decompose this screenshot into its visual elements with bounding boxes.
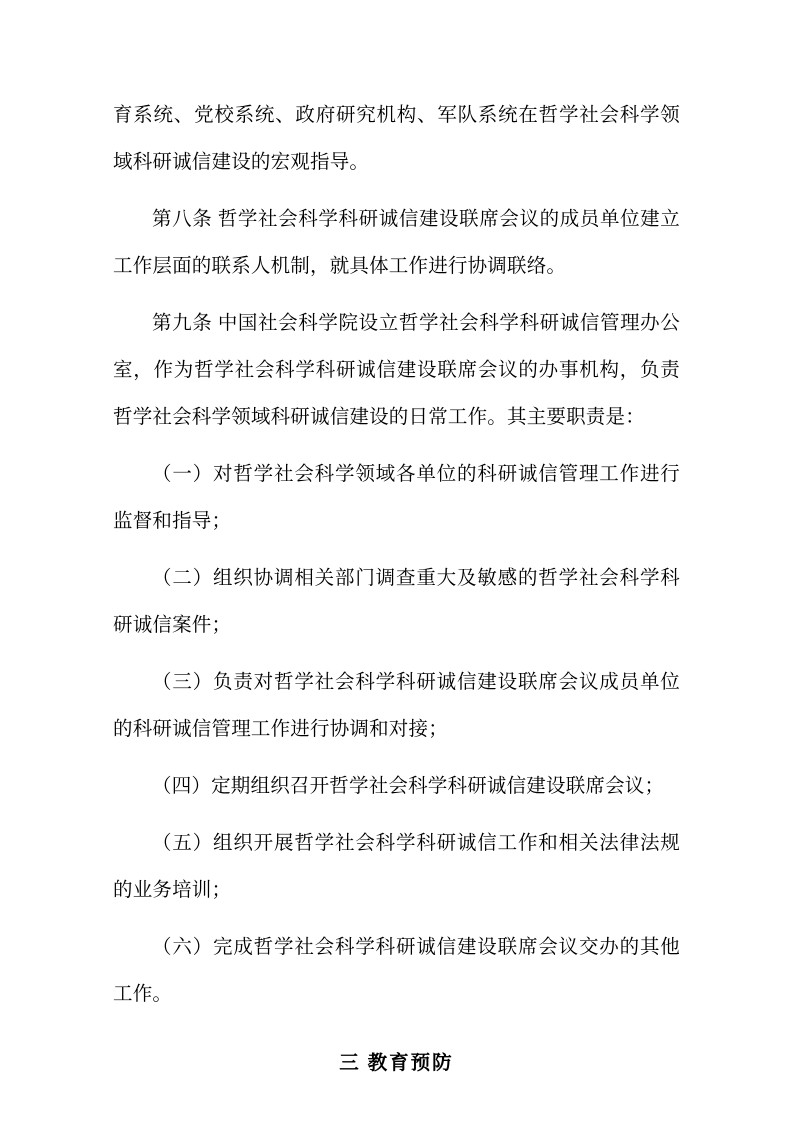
paragraph-item-2: （二）组织协调相关部门调查重大及敏感的哲学社会科学科研诚信案件； — [113, 568, 680, 636]
paragraph-item-4: （四）定期组织召开哲学社会科学科研诚信建设联席会议； — [152, 776, 665, 797]
paragraph-spacer — [113, 441, 680, 451]
section-heading: 三 教育预防 — [339, 1053, 454, 1074]
paragraph-item-5: （五）组织开展哲学社会科学科研诚信工作和相关法律法规的业务培训； — [113, 833, 680, 901]
paragraph-spacer — [113, 649, 680, 659]
paragraph-spacer — [113, 186, 680, 196]
paragraph-spacer — [113, 753, 680, 763]
paragraph-spacer — [113, 810, 680, 820]
paragraph-spacer — [113, 290, 680, 300]
heading-spacer — [113, 1018, 680, 1040]
document-body — [113, 92, 680, 1087]
paragraph-article-9: 第九条 中国社会科学院设立哲学社会科学科研诚信管理办公室，作为哲学社会科学科研诚信建设联席会议的办事机构，负责哲学社会科学领域科研诚信建设的日常工作。其主要职责是： — [113, 313, 680, 428]
paragraph-item-6: （六）完成哲学社会科学科研诚信建设联席会议交办的其他工作。 — [113, 937, 680, 1005]
paragraph-item-1: （一）对哲学社会科学领域各单位的科研诚信管理工作进行监督和指导； — [113, 464, 680, 532]
paragraph-article-8: 第八条 哲学社会科学科研诚信建设联席会议的成员单位建立工作层面的联系人机制，就具体工作进行协调联络。 — [113, 209, 680, 277]
paragraph-item-3: （三）负责对哲学社会科学科研诚信建设联席会议成员单位的科研诚信管理工作进行协调和对接； — [113, 672, 680, 740]
paragraph-spacer — [113, 545, 680, 555]
paragraph-continuation: 育系统、党校系统、政府研究机构、军队系统在哲学社会科学领域科研诚信建设的宏观指导。 — [113, 105, 680, 173]
paragraph-spacer — [113, 914, 680, 924]
